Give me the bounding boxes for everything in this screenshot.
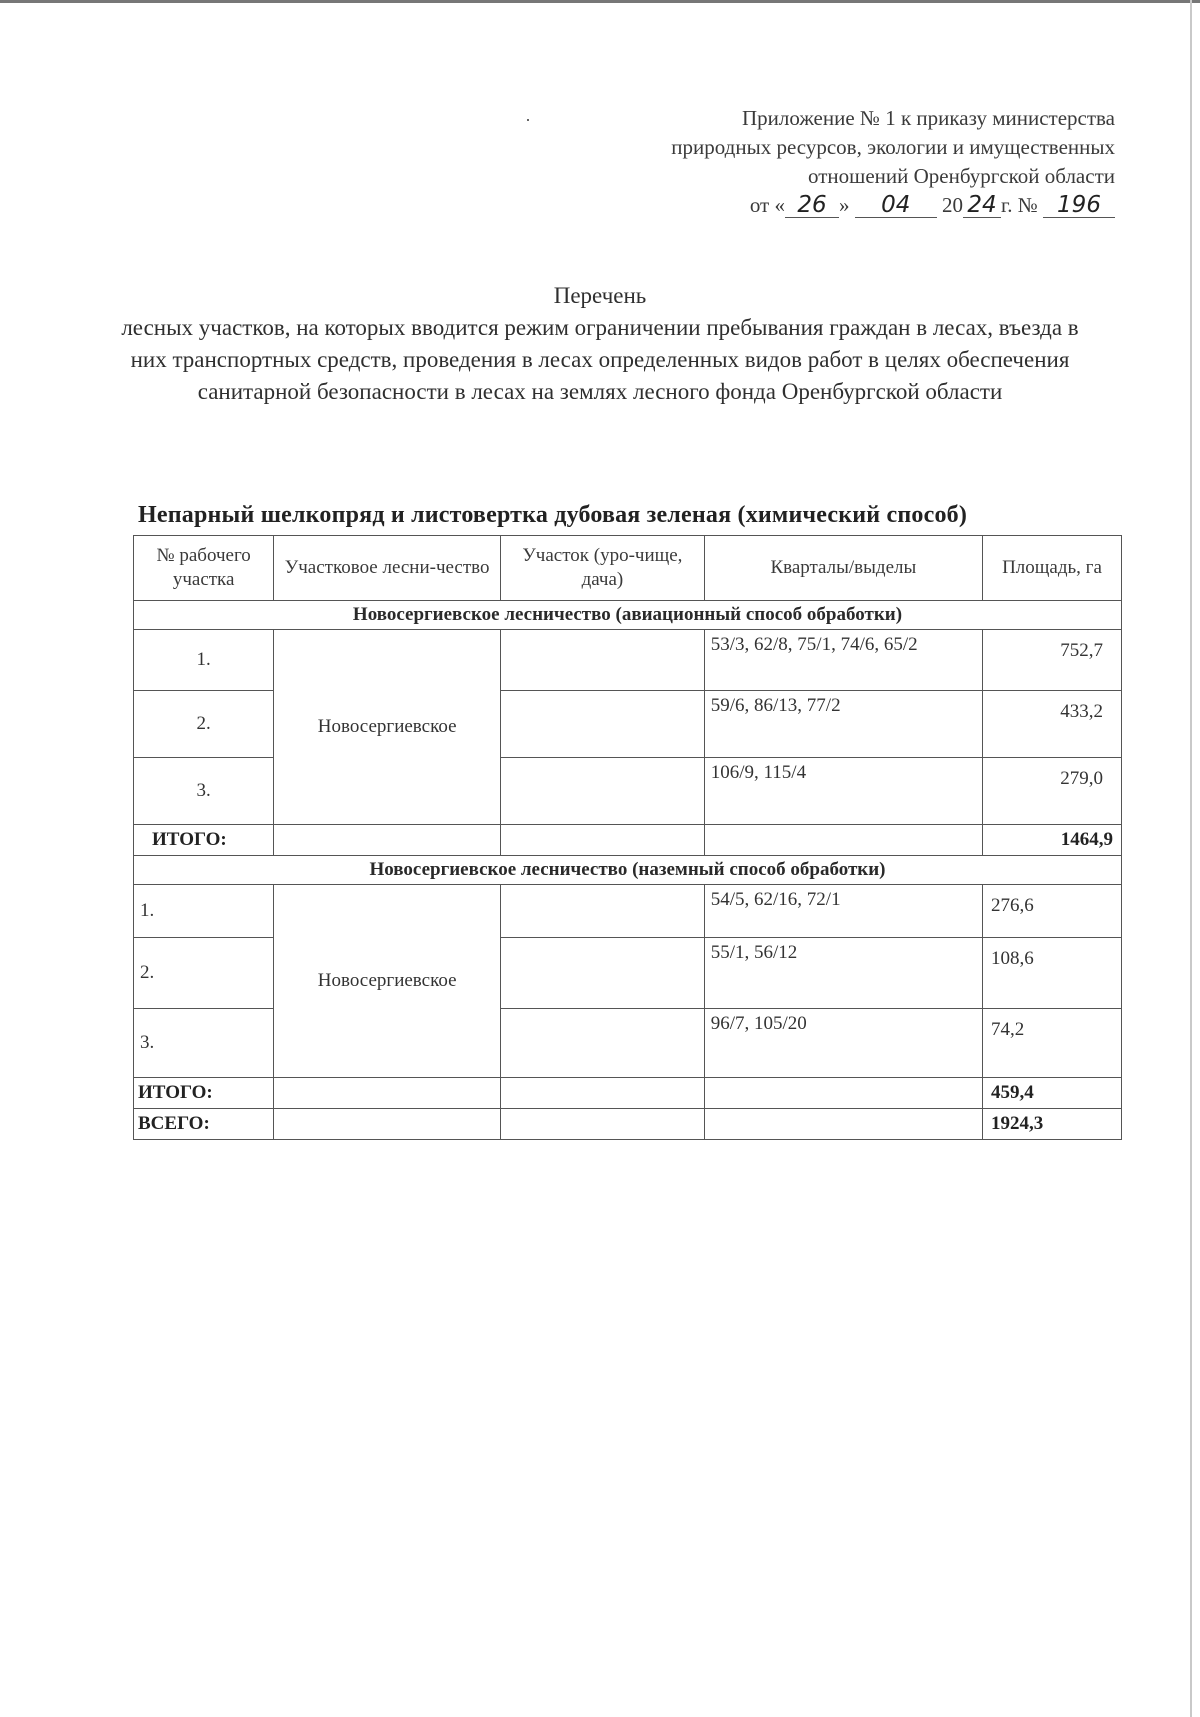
empty-cell — [274, 1109, 501, 1140]
subtotal-row-ground — [134, 1078, 1122, 1109]
site-cell — [501, 630, 705, 691]
section-title: Новосергиевское лесничество (авиационный способ обработки) — [134, 601, 1122, 630]
forest-plots-table — [133, 535, 1122, 1140]
plot-number: 3. — [134, 758, 274, 825]
plot-number: 2. — [134, 938, 274, 1009]
plot-number: 2. — [134, 691, 274, 758]
empty-cell — [704, 1109, 982, 1140]
site-cell — [501, 691, 705, 758]
appendix-block — [515, 104, 1115, 220]
quarters-cell: 53/3, 62/8, 75/1, 74/6, 65/2 — [704, 630, 982, 691]
subtotal-row-aerial — [134, 825, 1122, 856]
scan-edge-top — [0, 0, 1200, 3]
order-number-handwritten: 196 — [1043, 193, 1115, 218]
plot-number: 1. — [134, 885, 274, 938]
section-row-ground — [134, 856, 1122, 885]
subtotal-area: 1464,9 — [982, 825, 1121, 856]
empty-cell — [501, 825, 705, 856]
table-row — [134, 630, 1122, 691]
header-plot-number: № рабочего участка — [134, 536, 274, 601]
section-row-aerial — [134, 601, 1122, 630]
site-cell — [501, 758, 705, 825]
empty-cell — [274, 825, 501, 856]
header-quarters: Кварталы/выделы — [704, 536, 982, 601]
table-row — [134, 885, 1122, 938]
appendix-line-2: природных ресурсов, экологии и имущественных — [671, 135, 1115, 159]
date-prefix: от « — [749, 193, 785, 217]
year-suffix: г. № — [1000, 193, 1038, 217]
area-cell: 433,2 — [982, 691, 1121, 758]
site-cell — [501, 938, 705, 1009]
order-date-line — [515, 191, 1115, 220]
quarters-cell: 96/7, 105/20 — [704, 1009, 982, 1078]
year-prefix: 20 — [941, 193, 963, 217]
appendix-line-1: Приложение № 1 к приказу министерства — [741, 106, 1115, 130]
area-cell: 276,6 — [982, 885, 1121, 938]
empty-cell — [704, 1078, 982, 1109]
quarters-cell: 55/1, 56/12 — [704, 938, 982, 1009]
area-cell: 108,6 — [982, 938, 1121, 1009]
date-mid: » — [838, 193, 850, 217]
section-title: Новосергиевское лесничество (наземный способ обработки) — [134, 856, 1122, 885]
area-cell: 752,7 — [982, 630, 1121, 691]
subtotal-label: ИТОГО: — [134, 825, 274, 856]
forestry-name: Новосергиевское — [274, 630, 501, 825]
site-cell — [501, 1009, 705, 1078]
plot-number: 3. — [134, 1009, 274, 1078]
empty-cell — [274, 1078, 501, 1109]
quarters-cell: 59/6, 86/13, 77/2 — [704, 691, 982, 758]
header-forestry: Участковое лесни-чество — [274, 536, 501, 601]
scan-edge-right — [1190, 0, 1192, 1717]
heading-title: Перечень — [553, 283, 647, 308]
empty-cell — [704, 825, 982, 856]
header-site: Участок (уро-чище, дача) — [501, 536, 705, 601]
area-cell: 279,0 — [982, 758, 1121, 825]
appendix-line-3: отношений Оренбургской области — [808, 164, 1115, 188]
header-area: Площадь, га — [982, 536, 1121, 601]
empty-cell — [501, 1109, 705, 1140]
site-cell — [501, 885, 705, 938]
plot-number: 1. — [134, 630, 274, 691]
forestry-name: Новосергиевское — [274, 885, 501, 1078]
grand-total-row — [134, 1109, 1122, 1140]
order-month-handwritten: 04 — [855, 193, 937, 218]
grand-total-label: ВСЕГО: — [134, 1109, 274, 1140]
quarters-cell: 106/9, 115/4 — [704, 758, 982, 825]
area-cell: 74,2 — [982, 1009, 1121, 1078]
subtotal-label: ИТОГО: — [134, 1078, 274, 1109]
heading-body: лесных участков, на которых вводится режим ограничении пребывания граждан в лесах, въезда в них транспортных средств, проведения в лесах определенных видов работ в целях обеспечения санитарной безопасности в лесах на землях лесного фонда Оренбургской области — [121, 315, 1079, 404]
table-caption: Непарный шелкопряд и листовертка дубовая зеленая (химический способ) — [138, 502, 968, 528]
order-day-handwritten: 26 — [785, 193, 839, 218]
table-header-row — [134, 536, 1122, 601]
document-heading — [120, 280, 1080, 408]
subtotal-area: 459,4 — [982, 1078, 1121, 1109]
empty-cell — [501, 1078, 705, 1109]
order-year-handwritten: 24 — [963, 193, 1001, 218]
quarters-cell: 54/5, 62/16, 72/1 — [704, 885, 982, 938]
grand-total-area: 1924,3 — [982, 1109, 1121, 1140]
